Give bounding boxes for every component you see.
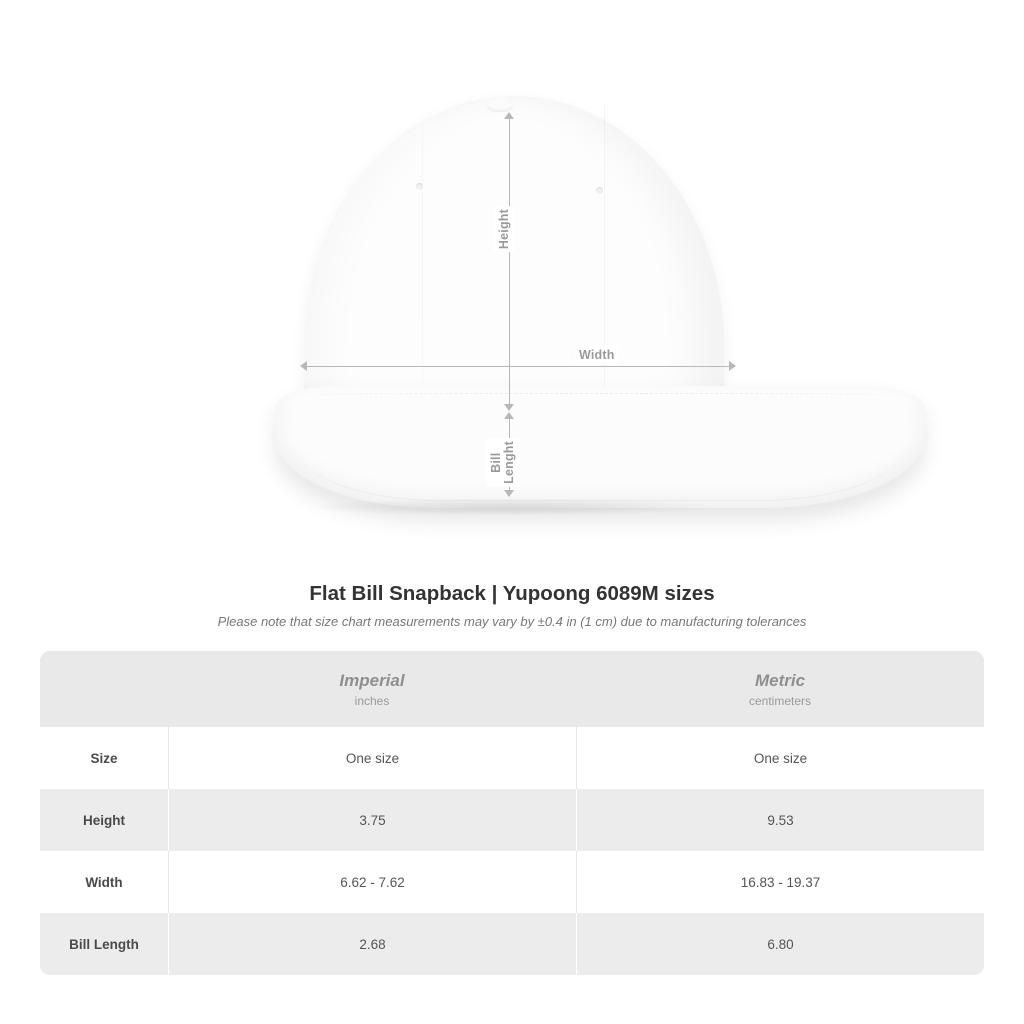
- table-header-row: [40, 651, 984, 727]
- cell-width-metric: 16.83 - 19.37: [576, 851, 984, 913]
- height-arrow-down-icon: [504, 404, 514, 411]
- cap-eyelet-right-icon: [596, 187, 603, 194]
- size-chart-table: [40, 651, 984, 975]
- cell-bill-length-metric: 6.80: [576, 913, 984, 975]
- width-measure-label: Width: [575, 345, 619, 365]
- row-label-width: Width: [40, 851, 168, 913]
- row-label-size: Size: [40, 727, 168, 789]
- row-label-bill-length: Bill Length: [40, 913, 168, 975]
- page-title: Flat Bill Snapback | Yupoong 6089M sizes: [309, 582, 715, 605]
- cell-bill-length-imperial: 2.68: [168, 913, 576, 975]
- bill-length-measure-label: [486, 438, 520, 487]
- table-row: [40, 913, 984, 975]
- bill-length-label-line2: Lenght: [502, 441, 516, 484]
- cap-bill-icon: [276, 386, 924, 508]
- cap-eyelet-left-icon: [416, 183, 423, 190]
- bill-arrow-up-icon: [504, 412, 514, 419]
- unit-sub-imperial: inches: [354, 693, 390, 708]
- cap-top-button-icon: [487, 98, 513, 112]
- row-label-height: Height: [40, 789, 168, 851]
- crown-seam-left-icon: [422, 104, 423, 404]
- table-row: [40, 851, 984, 913]
- cell-size-metric: One size: [576, 727, 984, 789]
- table-row: [40, 789, 984, 851]
- width-measure-line: [306, 366, 730, 367]
- height-measure-label: Height: [493, 206, 515, 252]
- bill-edge-icon: [288, 400, 912, 501]
- cell-size-imperial: One size: [168, 727, 576, 789]
- header-corner-cell: [40, 651, 168, 727]
- tolerance-note: Please note that size chart measurements may vary by ±0.4 in (1 cm) due to manufacturing tolerances: [217, 614, 807, 629]
- unit-name-imperial: Imperial: [339, 670, 405, 690]
- bill-length-label-line1: Bill: [489, 452, 503, 473]
- table-row: [40, 727, 984, 789]
- bill-arrow-down-icon: [504, 490, 514, 497]
- cell-height-imperial: 3.75: [168, 789, 576, 851]
- header-imperial-cell: [168, 651, 576, 727]
- cell-height-metric: 9.53: [576, 789, 984, 851]
- drop-shadow: [300, 498, 720, 516]
- width-arrow-left-icon: [300, 361, 307, 371]
- header-metric-cell: [576, 651, 984, 727]
- unit-name-metric: Metric: [754, 670, 806, 690]
- chart-heading-block: [0, 582, 1024, 629]
- width-arrow-right-icon: [729, 361, 736, 371]
- cell-width-imperial: 6.62 - 7.62: [168, 851, 576, 913]
- height-arrow-up-icon: [504, 112, 514, 119]
- bill-stitch-icon: [306, 393, 894, 396]
- unit-sub-metric: centimeters: [748, 693, 812, 708]
